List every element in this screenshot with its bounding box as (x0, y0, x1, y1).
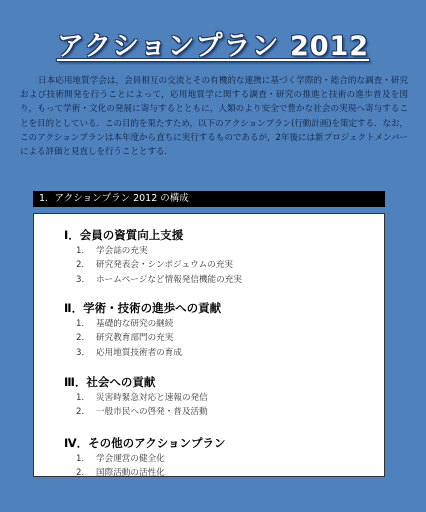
list-item (64, 273, 384, 287)
group-heading: Ⅳ．その他のアクションプラン (64, 436, 226, 450)
item-text: 研究発表会・シンポジュウムの充実 (96, 260, 234, 271)
item-number: 1． (76, 454, 91, 464)
list-item (64, 346, 384, 360)
group-heading: Ⅰ．会員の資質向上支援 (64, 228, 184, 242)
item-number: 2． (76, 407, 91, 418)
item-text: 基礎的な研究の継続 (96, 319, 174, 329)
item-number: 1． (76, 393, 91, 403)
list-item (64, 391, 384, 405)
plan-group-3 (64, 373, 384, 432)
plan-group-1 (64, 226, 384, 297)
item-text: ホームページなど情報発信機能の充実 (96, 274, 242, 285)
list-item (64, 452, 384, 466)
list-item (64, 258, 384, 272)
list-item (64, 331, 384, 345)
group-heading: Ⅲ．社会への貢献 (64, 375, 156, 389)
list-item (64, 405, 384, 419)
intro-paragraph: 日本応用地質学会は，会員相互の交流とその有機的な連携に基づく学際的・総合的な調査・研究および技術開発を行うことによって，応用地質学に関する調査・研究の推進と技術の進歩普及を図り，もって学術・文化の発展に寄与するとともに，人類のより安全で豊かな社会の実現へ寄与することを目的としている．この目的を果たすため，以下のアクションプラン(行動計画)を策定する．なお，このアクションプランは本年度から直ちに実行するものであるが，2年後には新プロジェクトメンバーによる評価と見直しを行うこととする． (20, 76, 408, 158)
list-item (64, 244, 384, 258)
item-number: 1． (76, 319, 91, 329)
group-heading: Ⅱ．学術・技術の進歩への貢献 (64, 301, 222, 315)
item-text: 災害時緊急対応と速報の発信 (96, 393, 208, 403)
item-text: 学会誌の充実 (96, 246, 148, 256)
item-number: 2． (76, 333, 91, 344)
item-text: 研究教育部門の充実 (96, 333, 174, 344)
item-text: 国際活動の活性化 (96, 468, 165, 479)
item-number: 2． (76, 260, 91, 271)
item-text: 学会運営の健全化 (96, 454, 165, 464)
item-text: 応用地質技術者の育成 (96, 347, 182, 358)
plan-group-4 (64, 434, 384, 490)
item-number: 3． (76, 347, 91, 358)
list-item (64, 317, 384, 331)
page-title: アクションプラン 2012 (56, 31, 370, 62)
plan-group-2 (64, 299, 384, 371)
item-text: 一般市民への啓発・普及活動 (96, 407, 208, 418)
item-number: 1． (76, 246, 91, 256)
list-item (64, 466, 384, 480)
section-heading-bar: 1．アクションプラン 2012 の構成 (33, 191, 385, 207)
plan-structure-box (33, 213, 385, 477)
item-number: 2． (76, 468, 91, 479)
item-number: 3． (76, 274, 91, 285)
